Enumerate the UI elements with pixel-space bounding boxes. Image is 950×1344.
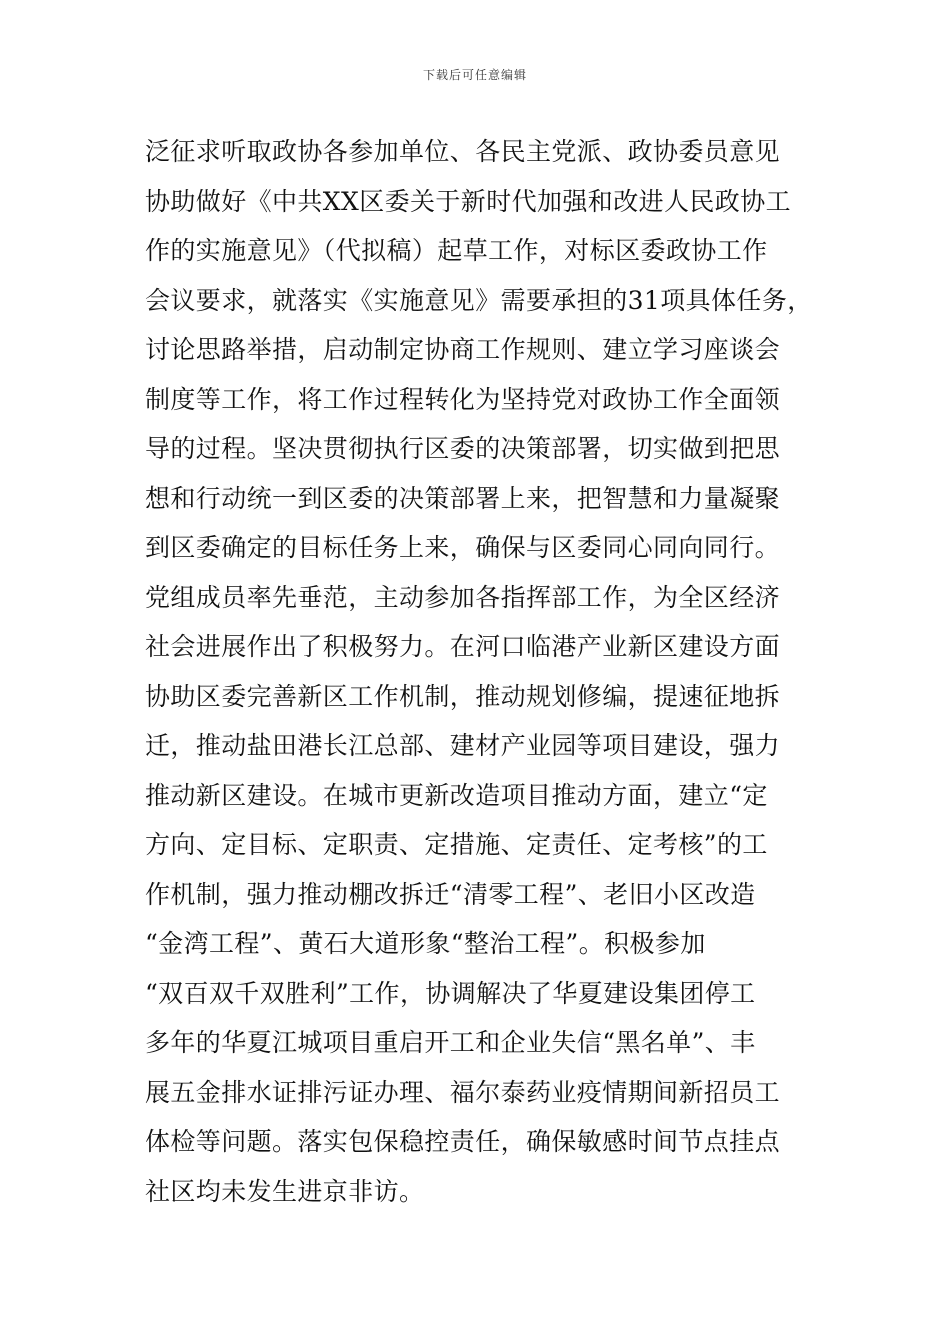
text-line: 作的实施意见》（代拟稿）起草工作，对标区委政协工作 bbox=[145, 236, 768, 265]
text-line: 迁，推动盐田港长江总部、建材产业园等项目建设，强力 bbox=[145, 731, 781, 760]
download-note: 下载后可任意编辑 bbox=[422, 68, 527, 82]
text-line: 想和行动统一到区委的决策部署上来，把智慧和力量凝聚 bbox=[145, 483, 781, 513]
text-line: 作机制，强力推动棚改拆迁“清零工程”、老旧小区改造 bbox=[145, 879, 756, 909]
text-line: “双百双千双胜利”工作，协调解决了华夏建设集团停工 bbox=[145, 978, 756, 1008]
text-line: 社会进展作出了积极努力。在河口临港产业新区建设方面 bbox=[145, 632, 781, 661]
text-line: 制度等工作，将工作过程转化为坚持党对政协工作全面领 bbox=[145, 384, 781, 414]
text-line: 体检等问题。落实包保稳控责任，确保敏感时间节点挂点 bbox=[145, 1127, 781, 1156]
text-line: 协助做好《中共XX区委关于新时代加强和改进人民政协工 bbox=[145, 186, 791, 216]
text-line: 多年的华夏江城项目重启开工和企业失信“黑名单”、丰 bbox=[145, 1028, 756, 1057]
text-line: 展五金排水证排污证办理、福尔泰药业疫情期间新招员工 bbox=[145, 1077, 781, 1107]
text-line: 导的过程。坚决贯彻执行区委的决策部署，切实做到把思 bbox=[145, 434, 781, 463]
text-line: 协助区委完善新区工作机制，推动规划修编，提速征地拆 bbox=[145, 681, 781, 711]
text-line: 会议要求，就落实《实施意见》需要承担的31项具体任务， bbox=[145, 285, 813, 315]
text-line: 讨论思路举措，启动制定协商工作规则、建立学习座谈会 bbox=[145, 335, 781, 364]
body-text bbox=[145, 127, 825, 1216]
text-line: 推动新区建设。在城市更新改造项目推动方面，建立“定 bbox=[145, 780, 768, 810]
text-line: 社区均未发生进京非访。 bbox=[145, 1176, 425, 1206]
text-line: 党组成员率先垂范，主动参加各指挥部工作，为全区经济 bbox=[145, 582, 781, 612]
text-line: 方向、定目标、定职责、定措施、定责任、定考核”的工 bbox=[145, 830, 768, 859]
text-line: 泛征求听取政协各参加单位、各民主党派、政协委员意见 bbox=[145, 137, 781, 166]
text-line: “金湾工程”、黄石大道形象“整治工程”。积极参加 bbox=[145, 929, 706, 958]
text-line: 到区委确定的目标任务上来，确保与区委同心同向同行。 bbox=[145, 533, 781, 562]
